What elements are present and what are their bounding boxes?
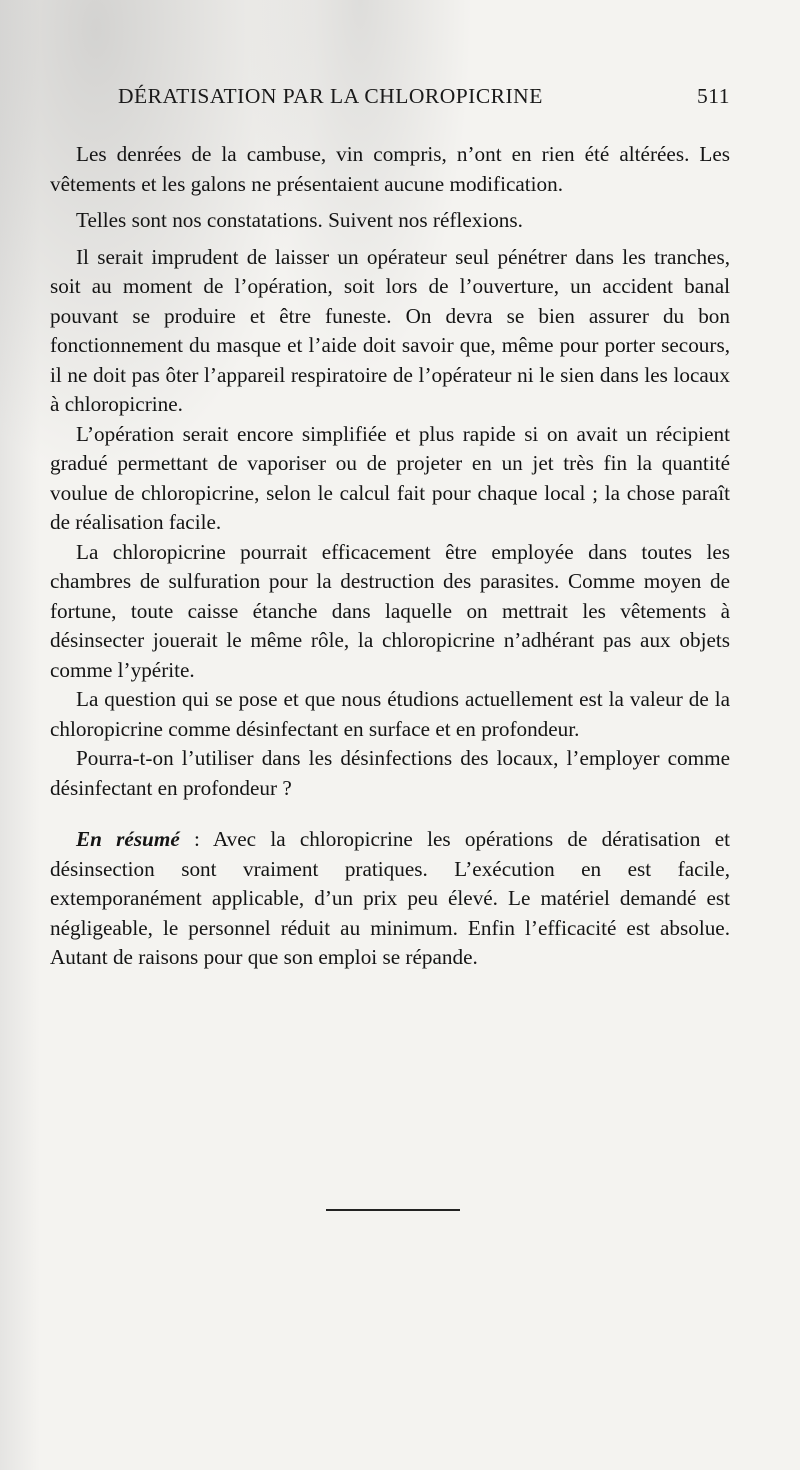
paragraph-resume [50,825,730,973]
resume-label: En résumé [76,827,180,851]
running-title: DÉRATISATION PAR LA CHLOROPICRINE [118,84,543,108]
end-rule-divider [326,1209,460,1211]
resume-text: : Avec la chloropicrine les opérations de dératisation et désinsection sont vraiment pratiques. L’exécution en est facile, extemporanément applicable, d’un prix peu élevé. Le matériel demandé est négligeable, le personnel réduit au minimum. Enfin l’efficacité est absolue. Autant de raisons pour que son emploi se répande. [50,827,730,969]
paragraph-profondeur: Pourra-t-on l’utiliser dans les désinfections des locaux, l’employer comme désinfectant en profondeur ? [50,746,730,800]
paragraph-question: La question qui se pose et que nous étudions actuellement est la valeur de la chloropicrine comme désinfectant en surface et en profondeur. [50,687,730,741]
running-header [118,84,730,114]
paragraph-recipient: L’opération serait encore simplifiée et plus rapide si on avait un récipient gradué permettant de vaporiser ou de projeter en un jet très fin la quantité voulue de chloropicrine, selon le calcul fait pour chaque local ; la chose paraît de réalisation facile. [50,421,730,534]
paragraph-cambuse: Les denrées de la cambuse, vin compris, n’ont en rien été altérées. Les vêtements et les galons ne présentaient aucune modification. [50,142,730,196]
paragraph-sulfuration: La chloropicrine pourrait efficacement être employée dans toutes les chambres de sulfuration pour la destruction des parasites. Comme moyen de fortune, toute caisse étanche dans laquelle on mettrait les vêtements à désinsecter jouerait le même rôle, la chloropicrine n’adhérant pas aux objets comme l’ypérite. [50,539,730,682]
body-text [50,140,730,980]
page-number: 511 [697,84,730,108]
paragraph-imprudence: Il serait imprudent de laisser un opérateur seul pénétrer dans les tranches, soit au moment de l’opération, soit lors de l’ouverture, un accident banal pouvant se produire et être funeste. On devra se bien assurer du bon fonctionnement du masque et l’aide doit savoir que, même pour porter secours, il ne doit pas ôter l’appareil respiratoire de l’opérateur ni le sien dans les locaux à chloropicrine. [50,244,730,416]
paragraph-constatations: Telles sont nos constatations. Suivent nos réflexions. [76,208,523,232]
